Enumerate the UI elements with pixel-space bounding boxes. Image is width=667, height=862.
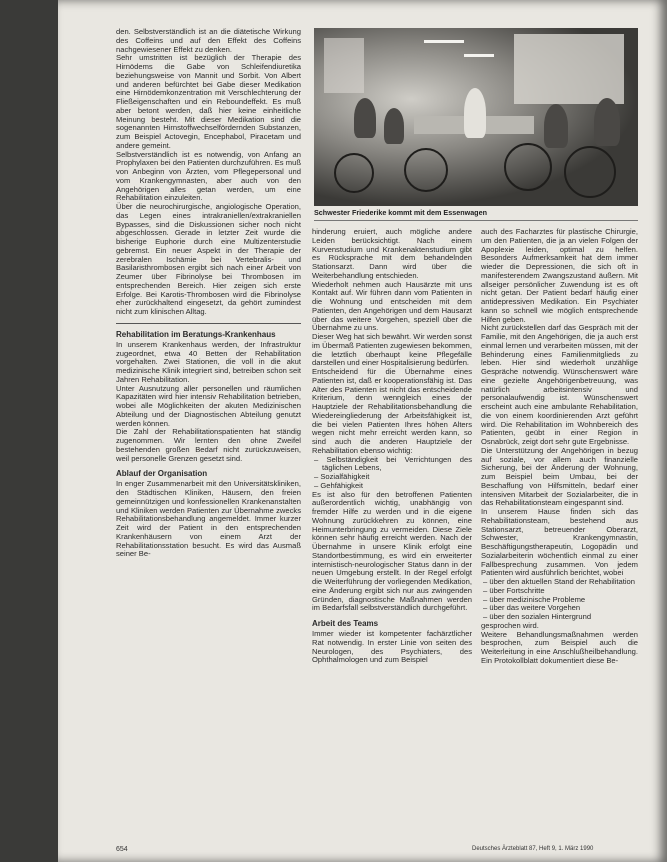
photo-caption: Schwester Friederike kommt mit dem Essenwagen xyxy=(314,208,638,221)
discussion-list xyxy=(481,578,638,622)
paragraph: den. Selbstverständlich ist an die diätetische Wirkung des Coffeins und auf den Effekt des Coffeins nachgewiesener Effekt zu denken. xyxy=(116,28,301,54)
section-heading: Rehabilitation im Beratungs-Krankenhaus xyxy=(116,329,276,339)
list-item: – Sozialfähigkeit xyxy=(322,473,472,482)
list-item: – über den aktuellen Stand der Rehabilitation xyxy=(491,578,638,587)
section-heading: Arbeit des Teams xyxy=(312,619,379,628)
paragraph: hinderung eruiert, auch mögliche andere Leiden berücksichtigt. Nach einem Kurvenstudium und Krankenaktenstudium gibt es Rücksprache mit dem behandelnden Stationsarzt. Dann wird über die Weiterbehandlung entschieden. xyxy=(312,228,472,280)
ward-photo xyxy=(314,28,638,206)
goal-list xyxy=(312,456,472,491)
paragraph: Die Zahl der Rehabilitationspatienten hat ständig zugenommen. Wir lernten den ohne Zweifel bestehenden großen Bedarf nicht zurückzuweisen, weil personelle Grenzen gesetzt sind. xyxy=(116,427,301,463)
list-item: – Gehfähigkeit xyxy=(322,482,472,491)
paragraph: Nicht zurückstellen darf das Gespräch mit der Familie, mit den Angehörigen, die ja auch erst einmal lernen und verarbeiten müssen, mit der Behinderung eines Familienmitglieds zu leben. Hier sind wiederholt unzählige Gespräche notwendig. Wünschenswert wäre eine gezielte Angehörigenbetreuung, was natürlich arbeitsintensiv und personalaufwendig ist. Wünschenswert erscheint auch eine ambulante Rehabilitation, die von einem koordinierenden Arzt geführt wird. Die Rehabilitation im Wohnbereich des Patienten, geübt in einer Region in Osnabrück, zeigt dort sehr gute Ergebnisse. xyxy=(481,323,638,446)
list-item: – über das weitere Vorgehen xyxy=(491,604,638,613)
paragraph: auch des Facharztes für plastische Chirurgie, um den Patienten, die ja an vielen Folgen der Apoplexie leiden, optimal zu helfen. Besonders Aufmerksamkeit hat dem immer wieder die Depressionen, die sich oft in manifesterendem Zwangszustand äußern. Mit allseiger persönlicher Zuwendung ist es oft nicht getan. Der Patient bedarf häufig einer antidepressiven Medikation. Ein Psychiater kann so schnell wie möglich entsprechende Hilfen geben. xyxy=(481,228,638,324)
paragraph: Über die neurochirurgische, angiologische Operation, das Legen eines intrakraniellen/extrakraniellen Bypasses, sind die Diskussionen sicher noch nicht abgeschlossen. Gerade in letzter Zeit wurde die bisherige Euphorie durch eine Multizenterstudie gebremst. Ein neuer Aspekt in der Therapie der zerebralen Ischämie bei Vertebralis- und Basilaristhrombosen ergibt sich nach einer Arbeit von Zeumer über Fibrinolyse bei Thrombosen im entsprechenden Bereich. Hier zeigen sich erste Erfolge. Bei Karotis-Thrombosen wird die Fibrinolyse eher zurückhaltend eingesetzt, da gehört zumindest nicht zum klinischen Alltag. xyxy=(116,202,301,316)
list-item: – über den sozialen Hintergrund xyxy=(491,613,638,622)
paragraph: In enger Zusammenarbeit mit den Universitätskliniken, den Städtischen Kliniken, Häusern, den freien gemeinnützigen und konfessionellen Krankenanstalten und Kliniken werden Patienten zur Übernahme zwecks Rehabilitationsbehandlung angemeldet. Immer kurzer Zeit wird der Patient in den entsprechenden Krankenhäusern von einem Arzt der Rehabilitationsstation besucht. Es wird das Ausmaß seiner Be- xyxy=(116,479,301,559)
paragraph: Weitere Behandlungsmaßnahmen werden besprochen, zum Beispiel auch die Weiterleitung in eine Anschlußheilbehandlung. Ein Protokollblatt dokumentiert diese Be- xyxy=(481,629,638,665)
paragraph: Die Unterstützung der Angehörigen in bezug auf soziale, vor allem auch finanzielle Sicherung, bei der Änderung der Wohnung, zum Beispiel beim Umbau, bei der Beschaffung von Hilfsmitteln, bedarf einer intensiven Mitarbeit der Sozialarbeiter, die in das Rehabilitationsteam eingespannt sind. xyxy=(481,445,638,508)
paragraph: Wiederholt nehmen auch Hausärzte mit uns Kontakt auf. Wir führen dann vom Patienten in die Wohnung und entscheiden mit dem Patienten, den Angehörigen und dem Hausarzt über das weitere Vorgehen, speziell über die Übernahme zu uns. xyxy=(312,279,472,333)
page-number: 654 xyxy=(116,846,128,853)
paragraph: Selbstverständlich ist es notwendig, von Anfang an Prophylaxen bei den Patienten durchzuführen. Es muß von Anbeginn von Ärzten, vom Pflegepersonal und vom Krankengymnasten, aber auch von den Angehörigen alles getan werden, um eine Rehabilitation einzuleiten. xyxy=(116,149,301,203)
paragraph: In unserem Krankenhaus werden, der Infrastruktur zugeordnet, etwa 40 Betten der Rehabilitation vorgehalten. Zwei Stationen, die voll in die akut medizinische Klinik integriert sind, betreiben schon seit Jahren Rehabilitation. xyxy=(116,339,301,384)
list-item: – über medizinische Probleme xyxy=(491,596,638,605)
paragraph: gesprochen wird. xyxy=(481,620,539,630)
list-item: – Selbständigkeit bei Verrichtungen des täglichen Lebens, xyxy=(322,456,472,474)
section-heading: Ablauf der Organisation xyxy=(116,469,208,479)
section-divider xyxy=(116,323,301,324)
paragraph: In unserem Hause finden sich das Rehabilitationsteam, bestehend aus Stationsarzt, betreuender Oberarzt, Schwester, Krankengymnastin, Beschäftigungstherapeutin, Logopädin und Sozialarbeiterin wöchentlich einmal zu einer Fallbesprechung zusammen. Von jedem Patienten wird ausführlich berichtet, wobei xyxy=(481,507,638,578)
paragraph: Dieser Weg hat sich bewährt. Wir werden sonst im Übermaß Patienten zugewiesen bekommen, die letztlich überhaupt keine Pflegefälle darstellen und einer Hospitalisierung bedürfen. xyxy=(312,332,472,368)
paragraph: Es ist also für den betroffenen Patienten außerordentlich wichtig, unabhängig von fremder Hilfe zu werden und in die eigene Wohnung zurückkehren zu können, eine Heimunterbringung zu vermeiden. Diese Ziele können sehr häufig erreicht werden. Nach der Übernahme in unsere Klinik erfolgt eine Standortbestimmung, es wird ein erweiterter internistisch-neurologischer Status dann in der neuen Umgebung erstellt. In der Regel erfolgt die Weiterführung der vorliegenden Medikation, eine Änderung ergibt sich nur aus zwingenden Gründen, diagnostische Maßnahmen werden im Bedarfsfall selbstverständlich durchgeführt. xyxy=(312,489,472,613)
list-item: – über Fortschritte xyxy=(491,587,638,596)
paragraph: Unter Ausnutzung aller personellen und räumlichen Kapazitäten wird hier intensiv Rehabilitation betrieben, wobei alle Möglichkeiten der akuten Medizinischen Abteilung und der Diagnostischen Abteilung genutzt werden können. xyxy=(116,383,301,428)
paragraph: Sehr umstritten ist bezüglich der Therapie des Hirnödems die Gabe von Schleifendiuretika beziehungsweise von Mannit und Sorbit. Von Albert und anderen befürchtet bei Gabe dieser Medikation eine Hirnödemkonzentration mit Verschlechterung der Fließeigenschaften und ein Reboundeffekt. Es muß aber betont werden, daß hier keine einheitliche Meinung besteht. Mit dieser Medikation sind die sogenannten Hirnstoffwechselfördernden Substanzen, zum Beispiel Actovegin, Encephabol, Piracetam und andere gemeint. xyxy=(116,53,301,150)
paragraph: Immer wieder ist kompetenter fachärztlicher Rat notwendig. In erster Linie von seiten des Neurologen, des Psychiaters, des Ophthalmologen und zum Beispiel xyxy=(312,629,472,665)
journal-footer: Deutsches Ärzteblatt 87, Heft 9, 1. März 1990 xyxy=(472,846,594,852)
text-column-3 xyxy=(481,228,638,840)
text-column-1 xyxy=(116,28,301,838)
paragraph: Entscheidend für die Übernahme eines Patienten ist, daß er kooperationsfähig ist. Das Alter des Patienten ist nicht das entscheidende Kriterium, denn wenngleich eines der Hauptziele der Rehabilitationsbehandlung die Wiedereingliederung der Arbeitsfähigkeit ist, die bei vielen Patienten Ihres höhen Alters wegen nicht mehr erreicht werden kann, so sind auch die anderen Hauptziele der Rehabilitation ebenso wichtig: xyxy=(312,367,472,455)
text-column-2 xyxy=(312,228,472,840)
